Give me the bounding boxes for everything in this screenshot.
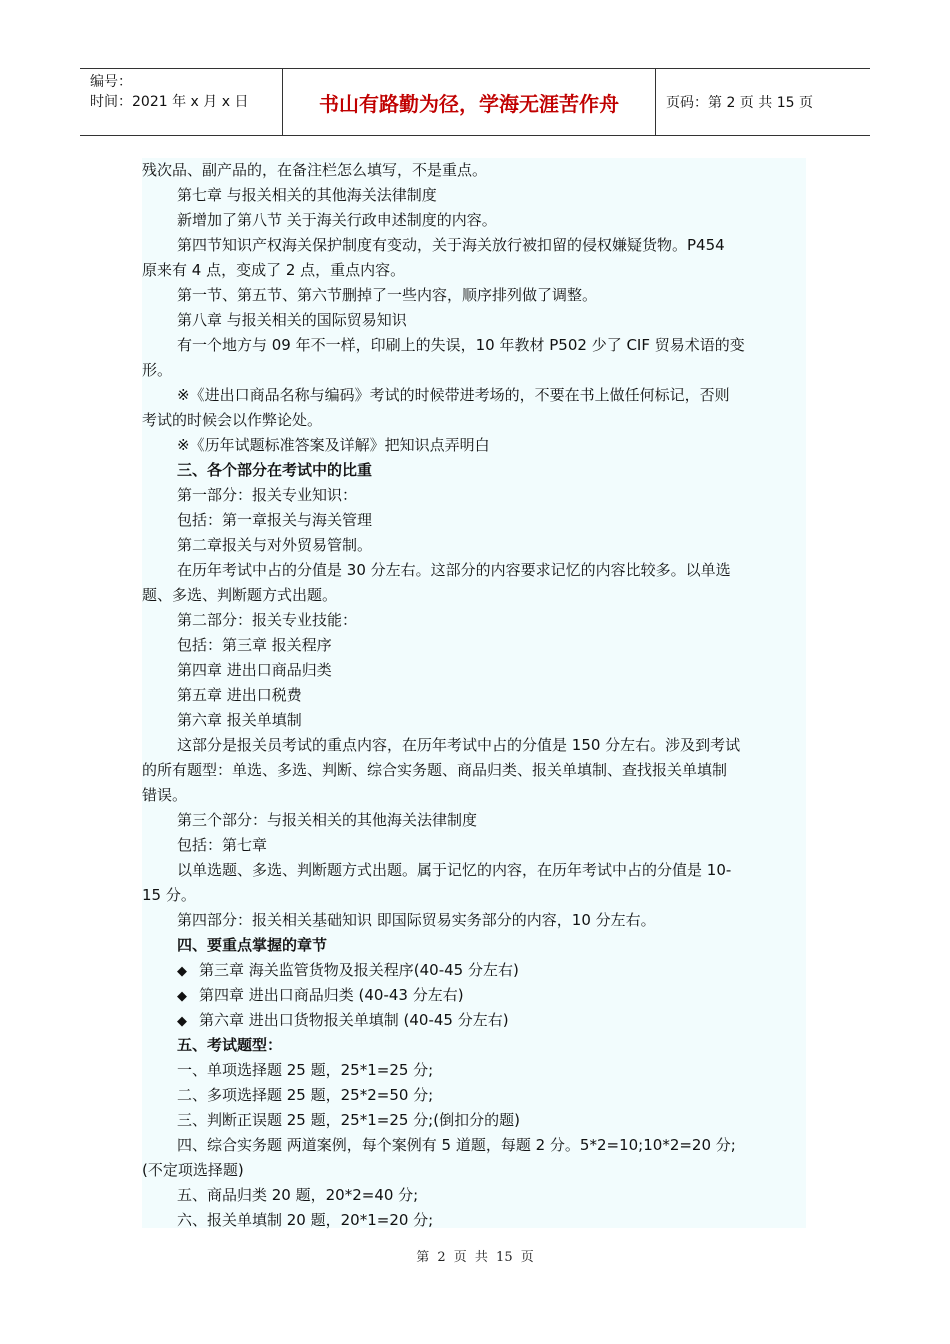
body-line: 包括：第七章	[177, 836, 268, 854]
header-page-info: 页码：第 2 页 共 15 页	[666, 95, 813, 111]
diamond-bullet-icon: ◆	[177, 989, 187, 1004]
body-line: 五、商品归类 20 题，20*2=40 分;	[177, 1186, 419, 1204]
body-line: 三、判断正误题 25 题，25*1=25 分;(倒扣分的题)	[177, 1111, 520, 1129]
body-line: 以单选题、多选、判断题方式出题。属于记忆的内容，在历年考试中占的分值是 10-	[177, 861, 732, 879]
body-line: 的所有题型：单选、多选、判断、综合实务题、商品归类、报关单填制、查找报关单填制	[142, 761, 728, 779]
body-line: 第四部分：报关相关基础知识 即国际贸易实务部分的内容，10 分左右。	[177, 911, 656, 929]
body-line: 四、综合实务题 两道案例，每个案例有 5 道题，每题 2 分。5*2=10;10*2=20 分;	[177, 1136, 736, 1154]
bullet-item-text: 第六章 进出口货物报关单填制 (40-45 分左右)	[199, 1011, 509, 1029]
section-heading: 四、要重点掌握的章节	[177, 936, 328, 954]
section-heading: 五、考试题型：	[177, 1036, 283, 1054]
body-line: 包括：第一章报关与海关管理	[177, 511, 373, 529]
body-line: 形。	[142, 361, 173, 379]
section-heading: 三、各个部分在考试中的比重	[177, 461, 373, 479]
bullet-item	[177, 1008, 509, 1032]
body-line: 有一个地方与 09 年不一样，印刷上的失误，10 年教材 P502 少了 CIF 贸易术语的变	[177, 336, 745, 354]
body-line: 第二部分：报关专业技能：	[177, 611, 358, 629]
body-line: ※《历年试题标准答案及详解》把知识点弄明白	[177, 436, 490, 454]
body-line: 错误。	[142, 786, 188, 804]
body-line: 第六章 报关单填制	[177, 711, 302, 729]
bullet-item	[177, 958, 519, 982]
body-line: 在历年考试中占的分值是 30 分左右。这部分的内容要求记忆的内容比较多。以单选	[177, 561, 731, 579]
body-line: 原来有 4 点，变成了 2 点，重点内容。	[142, 261, 406, 279]
body-line: 六、报关单填制 20 题，20*1=20 分;	[177, 1211, 434, 1229]
body-line: 第五章 进出口税费	[177, 686, 302, 704]
body-line: ※《进出口商品名称与编码》考试的时候带进考场的，不要在书上做任何标记，否则	[177, 386, 730, 404]
bullet-item	[177, 983, 464, 1007]
document-number-label: 编号：	[90, 74, 132, 90]
diamond-bullet-icon: ◆	[177, 964, 187, 979]
body-line: 第四节知识产权海关保护制度有变动，关于海关放行被扣留的侵权嫌疑货物。P454	[177, 236, 725, 254]
header-meta	[80, 69, 282, 135]
body-line: 残次品、副产品的，在备注栏怎么填写，不是重点。	[142, 161, 488, 179]
body-line: 第一节、第五节、第六节删掉了一些内容，顺序排列做了调整。	[177, 286, 598, 304]
body-line: 第三个部分：与报关相关的其他海关法律制度	[177, 811, 478, 829]
body-line: 这部分是报关员考试的重点内容，在历年考试中占的分值是 150 分左右。涉及到考试	[177, 736, 741, 754]
document-body	[142, 158, 806, 1228]
page-header	[80, 68, 870, 136]
body-line: 第四章 进出口商品归类	[177, 661, 332, 679]
body-line: 15 分。	[142, 886, 196, 904]
body-line: 第八章 与报关相关的国际贸易知识	[177, 311, 407, 329]
body-line: 第二章报关与对外贸易管制。	[177, 536, 373, 554]
header-motto: 书山有路勤为径，学海无涯苦作舟	[282, 69, 656, 135]
body-line: 二、多项选择题 25 题，25*2=50 分;	[177, 1086, 434, 1104]
body-line: 考试的时候会以作弊论处。	[142, 411, 323, 429]
bullet-item-text: 第四章 进出口商品归类 (40-43 分左右)	[199, 986, 464, 1004]
body-line: 一、单项选择题 25 题，25*1=25 分;	[177, 1061, 434, 1079]
diamond-bullet-icon: ◆	[177, 1014, 187, 1029]
body-line: 新增加了第八节 关于海关行政申述制度的内容。	[177, 211, 497, 229]
body-line: 第一部分：报关专业知识：	[177, 486, 358, 504]
body-line: 题、多选、判断题方式出题。	[142, 586, 338, 604]
body-line: 第七章 与报关相关的其他海关法律制度	[177, 186, 437, 204]
document-date-label: 时间：2021 年 x 月 x 日	[90, 94, 249, 110]
body-line: (不定项选择题)	[142, 1161, 244, 1179]
body-line: 包括：第三章 报关程序	[177, 636, 332, 654]
bullet-item-text: 第三章 海关监管货物及报关程序(40-45 分左右)	[199, 961, 519, 979]
page-footer: 第 2 页 共 15 页	[416, 1250, 534, 1265]
